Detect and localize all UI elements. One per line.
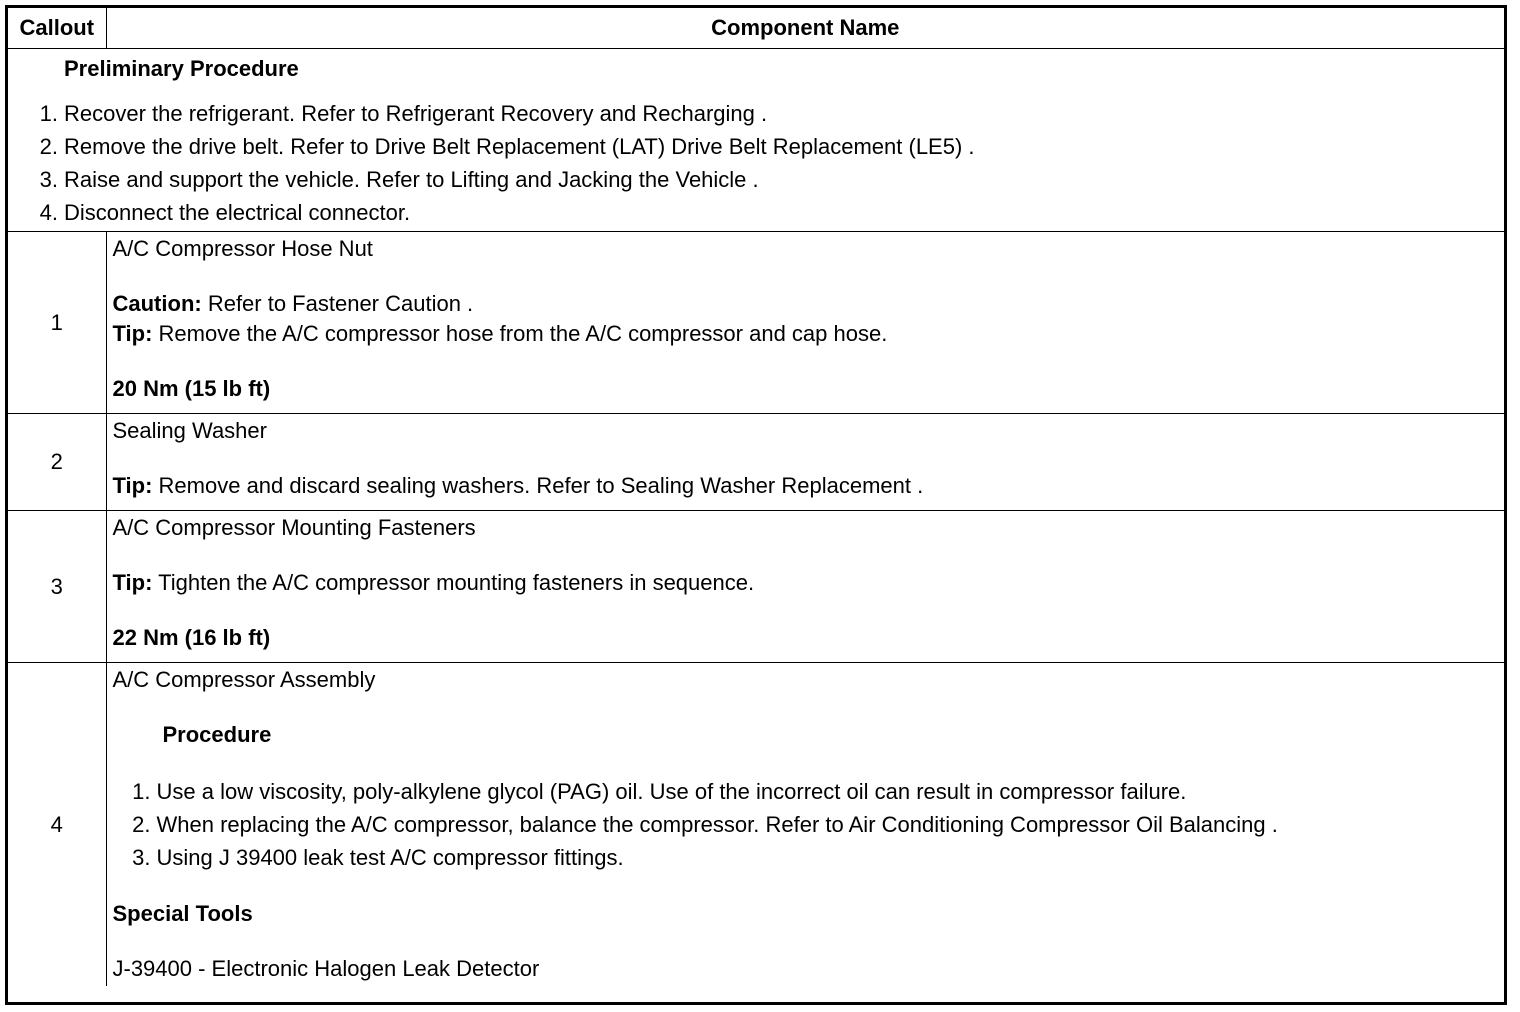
step-text: Disconnect the electrical connector.: [64, 200, 411, 225]
table-row: [8, 232, 1504, 414]
tip-text: Remove the A/C compressor hose from the A/C compressor and cap hose.: [152, 321, 888, 346]
preliminary-cell: [8, 49, 1504, 232]
tip-line: [113, 568, 1499, 598]
table-row: [8, 663, 1504, 987]
callout-number: 3: [8, 511, 106, 663]
caution-label: Caution:: [112, 291, 202, 316]
torque-spec: 20 Nm (15 lb ft): [112, 376, 271, 401]
step-number: 3.: [132, 845, 151, 870]
component-name: A/C Compressor Hose Nut: [112, 236, 373, 261]
component-cell: [106, 511, 1504, 663]
caution-line: [113, 289, 1499, 319]
callout-number: 1: [8, 232, 106, 414]
preliminary-row: [8, 49, 1504, 232]
component-name: A/C Compressor Mounting Fasteners: [112, 515, 476, 540]
list-item: [8, 163, 1504, 196]
callout-number: 4: [8, 663, 106, 987]
step-text: Using J 39400 leak test A/C compressor fittings.: [156, 845, 624, 870]
step-number: 2.: [132, 812, 151, 837]
tip-text: Remove and discard sealing washers. Refer to Sealing Washer Replacement .: [152, 473, 924, 498]
procedure-table-frame: [5, 5, 1507, 1005]
tip-line: [113, 319, 1499, 349]
component-cell: [106, 414, 1504, 511]
table-row: [8, 511, 1504, 663]
special-tool-item: J-39400 - Electronic Halogen Leak Detector: [112, 956, 540, 981]
header-row: [8, 8, 1504, 49]
list-item: [113, 841, 1499, 874]
step-text: Remove the drive belt. Refer to Drive Belt Replacement (LAT) Drive Belt Replacement (LE5) .: [64, 134, 975, 159]
special-tools-title: Special Tools: [112, 901, 253, 926]
procedure-steps: [113, 775, 1499, 874]
preliminary-steps: [8, 97, 1504, 229]
step-number: 1.: [39, 101, 58, 126]
torque-spec: 22 Nm (16 lb ft): [112, 625, 271, 650]
step-text: Raise and support the vehicle. Refer to Lifting and Jacking the Vehicle .: [64, 167, 759, 192]
list-item: [113, 808, 1499, 841]
tip-label: Tip:: [112, 473, 153, 498]
list-item: [8, 97, 1504, 130]
component-name-header: Component Name: [106, 8, 1504, 49]
component-name: Sealing Washer: [112, 418, 267, 443]
step-number: 1.: [132, 779, 151, 804]
component-name: A/C Compressor Assembly: [112, 667, 376, 692]
caution-text: Refer to Fastener Caution .: [201, 291, 474, 316]
table-row: [8, 414, 1504, 511]
tip-label: Tip:: [112, 321, 153, 346]
list-item: [8, 196, 1504, 229]
component-cell: [106, 232, 1504, 414]
step-text: Use a low viscosity, poly-alkylene glycol (PAG) oil. Use of the incorrect oil can result in compressor failure.: [156, 779, 1187, 804]
component-cell: [106, 663, 1504, 987]
step-number: 3.: [39, 167, 58, 192]
procedure-table: [8, 8, 1504, 986]
tip-label: Tip:: [112, 570, 153, 595]
list-item: [113, 775, 1499, 808]
step-number: 2.: [39, 134, 58, 159]
step-text: Recover the refrigerant. Refer to Refrigerant Recovery and Recharging .: [64, 101, 768, 126]
callout-header: Callout: [8, 8, 106, 49]
step-text: When replacing the A/C compressor, balance the compressor. Refer to Air Conditioning Compressor Oil Balancing .: [156, 812, 1278, 837]
tip-line: [113, 471, 1499, 501]
procedure-title: Procedure: [162, 722, 272, 747]
callout-number: 2: [8, 414, 106, 511]
preliminary-title: Preliminary Procedure: [64, 56, 299, 81]
list-item: [8, 130, 1504, 163]
step-number: 4.: [39, 200, 58, 225]
tip-text: Tighten the A/C compressor mounting fasteners in sequence.: [152, 570, 755, 595]
